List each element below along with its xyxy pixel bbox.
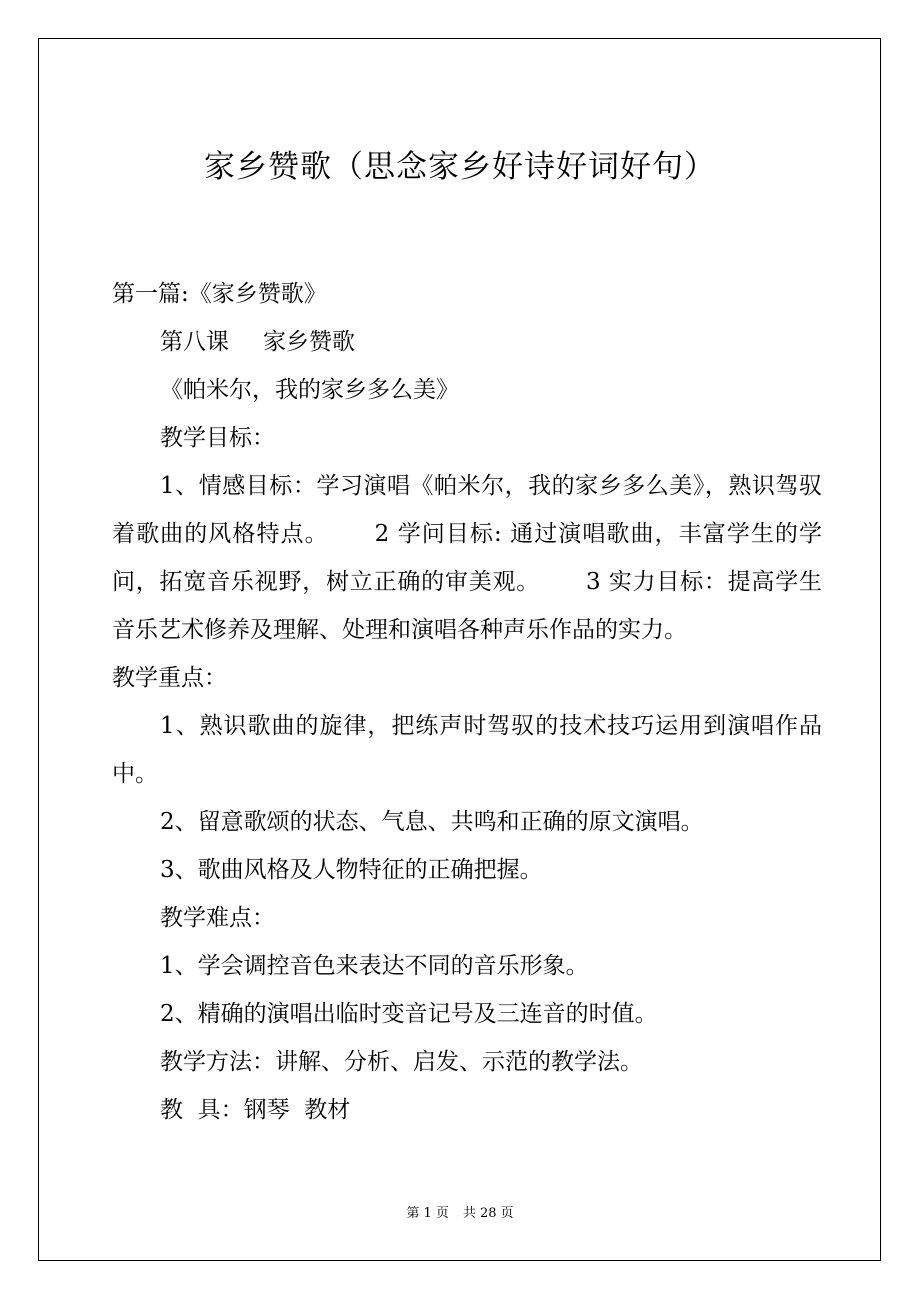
document-body (112, 270, 822, 1134)
difficulty-2: 2、精确的演唱出临时变音记号及三连音的时值。 (160, 1001, 658, 1027)
tools-label: 教 具： (160, 1097, 244, 1123)
key-points-heading: 教学重点： (112, 665, 227, 691)
page-footer (0, 1204, 920, 1224)
key-point-2: 2、留意歌颂的状态、气息、共鸣和正确的原文演唱。 (160, 809, 704, 835)
song-title: 《帕米尔，我的家乡多么美》 (160, 377, 459, 403)
key-point-3: 3、歌曲风格及人物特征的正确把握。 (160, 857, 543, 883)
lesson-name: 家乡赞歌 (263, 329, 355, 355)
difficulty-1: 1、学会调控音色来表达不同的音乐形象。 (160, 953, 589, 979)
objective-1: 1、情感目标：学习演唱《帕米尔，我的家乡多么美》，熟识驾驭着歌曲的风格特点。 (112, 473, 822, 547)
difficulties-heading: 教学难点： (160, 905, 275, 931)
lesson-line (112, 318, 822, 366)
section-heading: 第一篇:《家乡赞歌》 (112, 281, 327, 307)
lesson-number: 第八课 (160, 329, 229, 355)
tools-value: 钢琴 教材 (243, 1097, 351, 1123)
document-title: 家乡赞歌（思念家乡好诗好词好句） (204, 149, 716, 185)
teaching-methods: 教学方法：讲解、分析、启发、示范的教学法。 (160, 1049, 643, 1075)
objective-2: 2 学问目标: 通过演唱歌曲，丰富学生的学问，拓宽音乐视野，树立正确的审美观。 (112, 521, 822, 595)
page-current: 第 1 页 (406, 1206, 449, 1221)
page-total: 共 28 页 (462, 1206, 514, 1221)
objectives-heading: 教学目标： (160, 425, 275, 451)
objective-3: 3 实力目标：提高学生音乐艺术修养及理解、处理和演唱各种声乐作品的实力。 (112, 569, 822, 643)
teaching-tools (112, 1086, 822, 1134)
key-point-1: 1、熟识歌曲的旋律，把练声时驾驭的技术技巧运用到演唱作品中。 (112, 713, 822, 787)
objectives-paragraph (112, 462, 822, 654)
